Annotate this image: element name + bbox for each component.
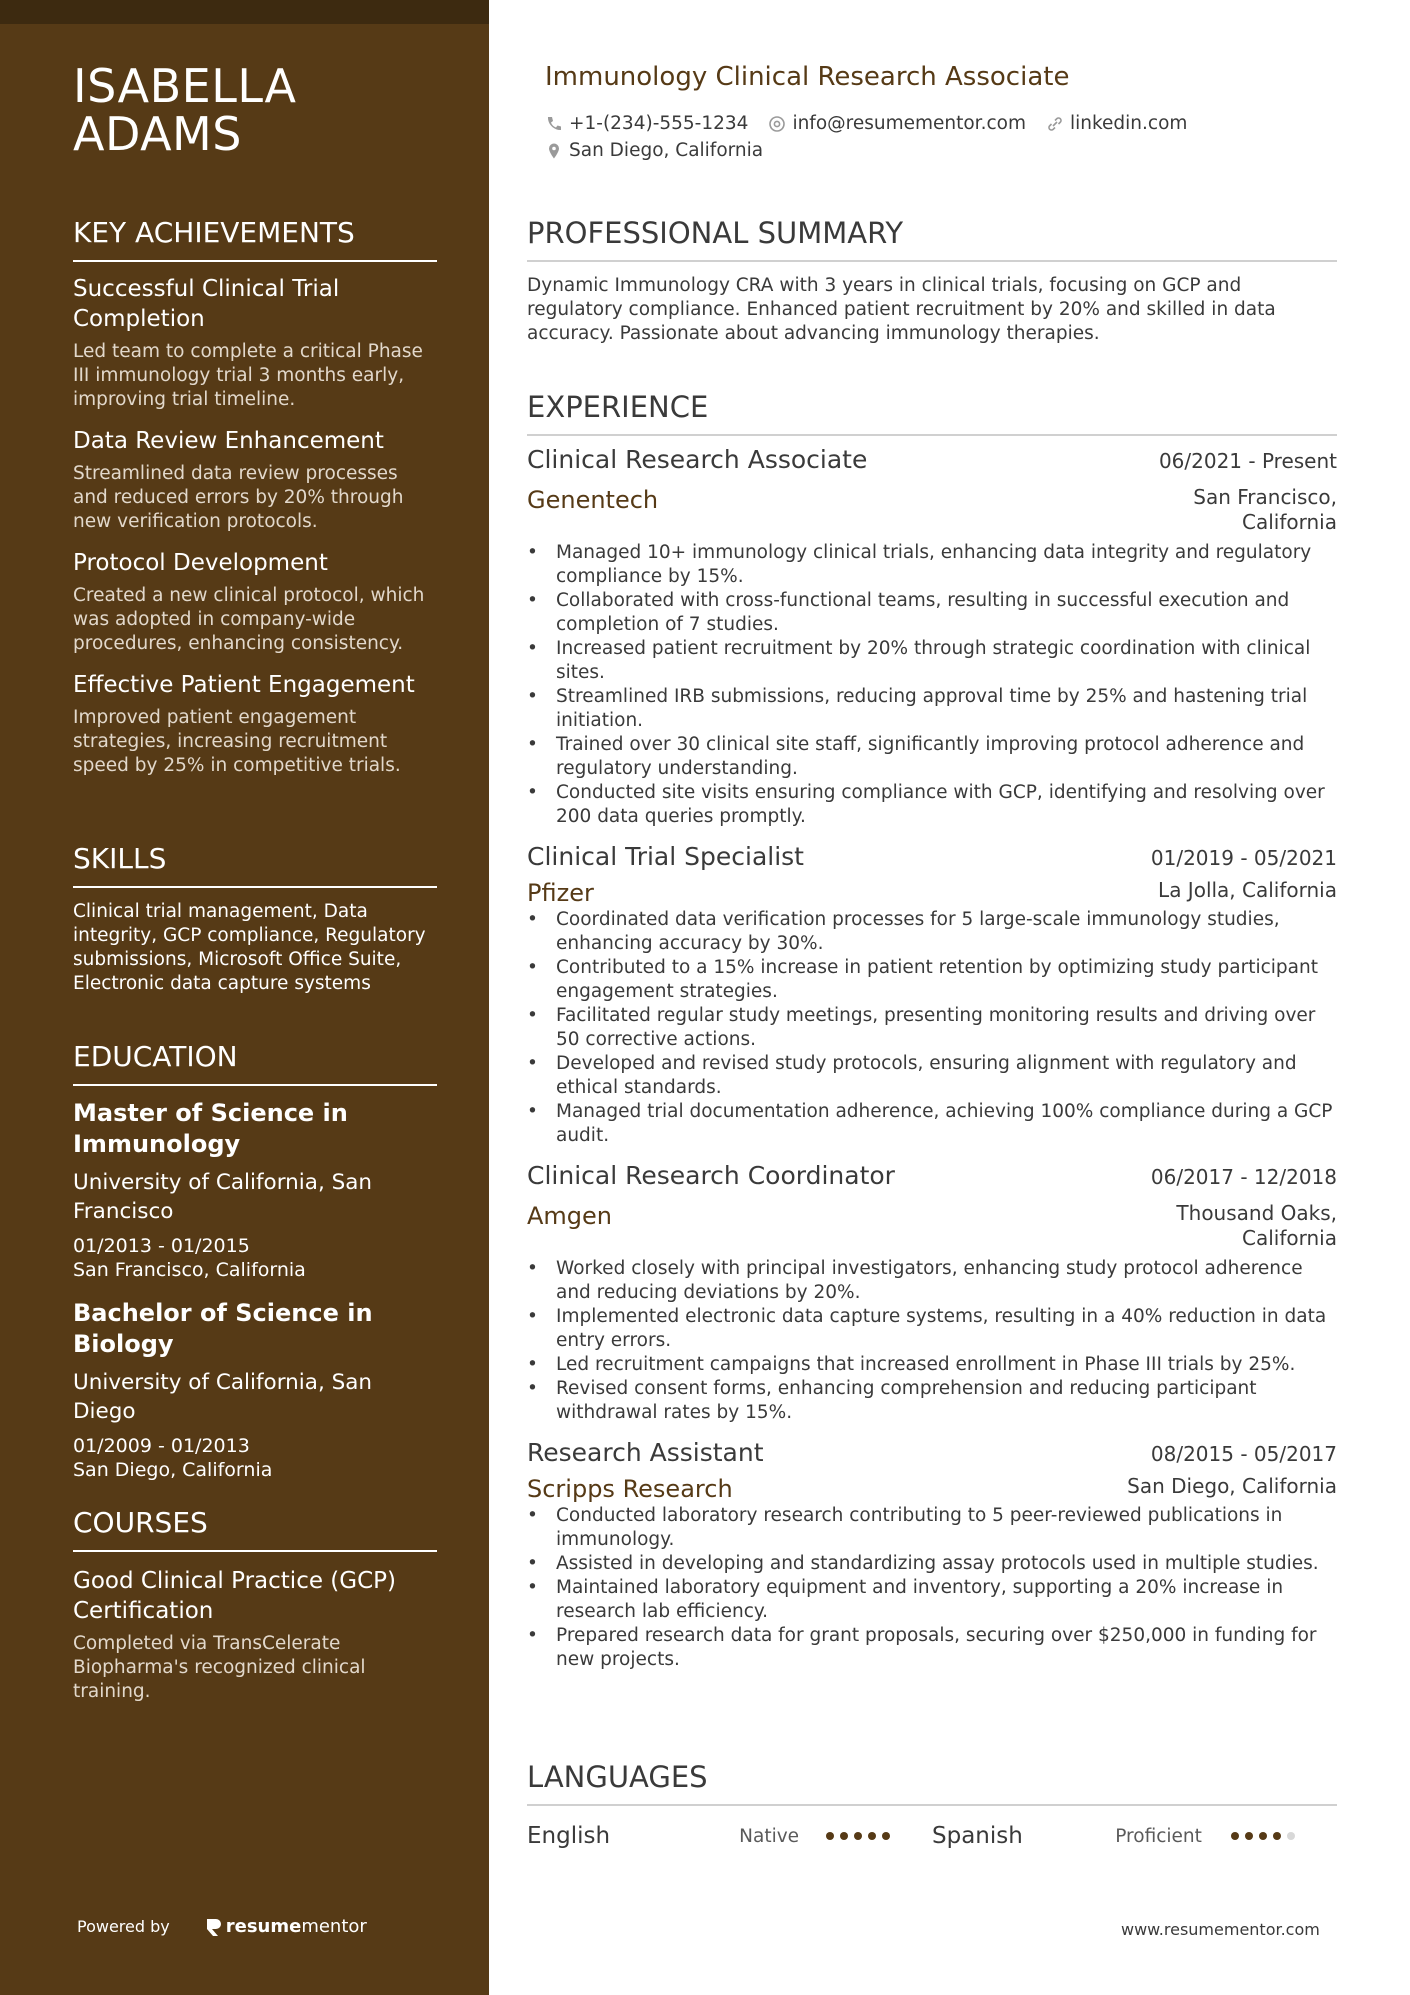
location-text: San Diego, California <box>569 140 764 161</box>
job-dates: 01/2019 - 05/2021 <box>1150 846 1337 870</box>
rating-dot-filled <box>1245 1832 1253 1840</box>
rating-dot-empty <box>1287 1832 1295 1840</box>
experience-section <box>527 390 1337 1672</box>
summary-section <box>527 216 1337 346</box>
contact-email[interactable] <box>768 113 1026 134</box>
job-location: Thousand Oaks, California <box>1176 1201 1337 1250</box>
course-item <box>73 1566 437 1704</box>
achievement-desc: Created a new clinical protocol, which was adopted in company-wide procedures, enhancing consistency. <box>73 585 425 654</box>
education-item <box>73 1298 437 1482</box>
contact-location <box>545 140 763 161</box>
language-level: Native <box>739 1825 800 1847</box>
job-location: San Diego, California <box>1127 1474 1337 1498</box>
job-bullet: • Increased patient recruitment by 20% through strategic coordination with clinical sites. <box>527 637 1337 685</box>
rating-dot-filled <box>1231 1832 1239 1840</box>
job-bullet: • Coordinated data verification processes for 5 large-scale immunology studies, enhancing accuracy by 30%. <box>527 908 1337 956</box>
job-bullet: • Collaborated with cross-functional teams, resulting in successful execution and completion of 7 studies. <box>527 589 1337 637</box>
job-entry <box>527 841 1337 1148</box>
language-level: Proficient <box>1115 1825 1202 1847</box>
achievement-item <box>73 548 437 656</box>
job-company: Amgen <box>527 1202 613 1230</box>
link-icon <box>1046 115 1064 133</box>
job-role: Clinical Trial Specialist <box>527 842 804 871</box>
achievement-title: Successful Clinical Trial Completion <box>73 276 340 332</box>
job-bullet: • Managed trial documentation adherence, achieving 100% compliance during a GCP audit. <box>527 1100 1337 1148</box>
job-bullet: • Led recruitment campaigns that increased enrollment in Phase III trials by 25%. <box>527 1353 1337 1377</box>
education-section <box>73 1040 437 1482</box>
achievement-title: Data Review Enhancement <box>73 428 384 454</box>
sidebar-top-band <box>0 0 489 24</box>
footer-url[interactable]: www.resumementor.com <box>1121 1920 1320 1939</box>
experience-heading: EXPERIENCE <box>527 390 1337 436</box>
job-bullet: • Maintained laboratory equipment and inventory, supporting a 20% increase in research lab efficiency. <box>527 1576 1337 1624</box>
rating-dot-filled <box>1259 1832 1267 1840</box>
achievement-desc: Improved patient engagement strategies, increasing recruitment speed by 25% in competitive trials. <box>73 707 401 776</box>
job-bullet: • Conducted site visits ensuring compliance with GCP, identifying and resolving over 200 data queries promptly. <box>527 781 1337 829</box>
courses-section <box>73 1506 437 1704</box>
edu-dates: 01/2009 - 01/2013 <box>73 1435 250 1457</box>
achievements-section <box>73 216 437 778</box>
job-dates: 06/2021 - Present <box>1158 449 1337 473</box>
job-location: San Francisco, California <box>1193 485 1337 534</box>
brand-bold: resume <box>225 1916 302 1937</box>
job-bullets <box>527 541 1337 829</box>
job-bullets <box>527 908 1337 1148</box>
job-entry <box>527 1437 1337 1672</box>
job-bullet: • Assisted in developing and standardizing assay protocols used in multiple studies. <box>527 1552 1337 1576</box>
language-rating <box>826 1832 932 1840</box>
job-role: Clinical Research Coordinator <box>527 1161 895 1190</box>
candidate-name: ISABELLA ADAMS <box>73 59 297 161</box>
linkedin-text: linkedin.com <box>1069 113 1188 134</box>
job-bullet: • Managed 10+ immunology clinical trials, enhancing data integrity and regulatory compliance by 15%. <box>527 541 1337 589</box>
powered-by <box>77 1916 367 1937</box>
rating-dot-filled <box>826 1832 834 1840</box>
job-dates: 08/2015 - 05/2017 <box>1150 1442 1337 1466</box>
skills-heading: SKILLS <box>73 842 437 888</box>
languages-heading: LANGUAGES <box>527 1760 1337 1806</box>
job-role: Research Assistant <box>527 1438 764 1467</box>
sidebar <box>0 0 489 1995</box>
job-entry <box>527 1160 1337 1425</box>
target-job-title: Immunology Clinical Research Associate <box>545 62 1070 92</box>
email-text: info@resumementor.com <box>792 113 1026 134</box>
job-bullet: • Streamlined IRB submissions, reducing approval time by 25% and hastening trial initiation. <box>527 685 1337 733</box>
skills-section <box>73 842 437 996</box>
contact-linkedin[interactable] <box>1046 113 1187 134</box>
edu-degree: Master of Science in Immunology <box>73 1099 348 1158</box>
rating-dot-filled <box>868 1832 876 1840</box>
achievement-item <box>73 426 437 534</box>
job-bullet: • Developed and revised study protocols, ensuring alignment with regulatory and ethical standards. <box>527 1052 1337 1100</box>
job-bullet: • Contributed to a 15% increase in patient retention by optimizing study participant engagement strategies. <box>527 956 1337 1004</box>
job-bullets <box>527 1257 1337 1425</box>
job-bullet: • Implemented electronic data capture systems, resulting in a 40% reduction in data entry errors. <box>527 1305 1337 1353</box>
rating-dot-filled <box>882 1832 890 1840</box>
achievement-item <box>73 274 437 412</box>
edu-school: University of California, San Diego <box>73 1370 373 1424</box>
courses-heading: COURSES <box>73 1506 437 1552</box>
at-sign-icon <box>768 115 786 133</box>
job-dates: 06/2017 - 12/2018 <box>1150 1165 1337 1189</box>
contact-info <box>545 110 1325 164</box>
language-rating <box>1231 1832 1337 1840</box>
summary-text: Dynamic Immunology CRA with 3 years in clinical trials, focusing on GCP and regulatory compliance. Enhanced patient recruitment by 20% and skilled in data accuracy. Passionate about advancing immunology therapies. <box>527 275 1276 344</box>
job-bullet: • Worked closely with principal investigators, enhancing study protocol adherence and reducing deviations by 20%. <box>527 1257 1337 1305</box>
job-company: Scripps Research <box>527 1475 733 1503</box>
course-title: Good Clinical Practice (GCP) Certification <box>73 1568 396 1624</box>
job-bullet: • Facilitated regular study meetings, presenting monitoring results and driving over 50 corrective actions. <box>527 1004 1337 1052</box>
job-bullet: • Conducted laboratory research contributing to 5 peer-reviewed publications in immunology. <box>527 1504 1337 1552</box>
contact-phone[interactable] <box>545 113 748 134</box>
languages-section <box>527 1760 1337 1856</box>
summary-heading: PROFESSIONAL SUMMARY <box>527 216 1337 262</box>
job-company: Genentech <box>527 486 659 514</box>
resumementor-logo-icon <box>204 1917 222 1937</box>
job-entry <box>527 444 1337 829</box>
edu-location: San Diego, California <box>73 1459 273 1481</box>
rating-dot-filled <box>840 1832 848 1840</box>
edu-degree: Bachelor of Science in Biology <box>73 1299 373 1358</box>
education-heading: EDUCATION <box>73 1040 437 1086</box>
achievement-title: Effective Patient Engagement <box>73 672 415 698</box>
location-pin-icon <box>545 142 563 160</box>
job-bullet: • Revised consent forms, enhancing comprehension and reducing participant withdrawal rates by 15%. <box>527 1377 1337 1425</box>
achievement-desc: Led team to complete a critical Phase III immunology trial 3 months early, improving trial timeline. <box>73 341 423 410</box>
achievements-heading: KEY ACHIEVEMENTS <box>73 216 437 262</box>
edu-dates: 01/2013 - 01/2015 <box>73 1235 250 1257</box>
language-name: English <box>527 1823 611 1849</box>
achievement-item <box>73 670 437 778</box>
job-location: La Jolla, California <box>1158 878 1337 902</box>
job-bullet: • Trained over 30 clinical site staff, significantly improving protocol adherence and regulatory understanding. <box>527 733 1337 781</box>
rating-dot-filled <box>1273 1832 1281 1840</box>
skills-text: Clinical trial management, Data integrity, GCP compliance, Regulatory submissions, Microsoft Office Suite, Electronic data capture systems <box>73 901 426 994</box>
job-company: Pfizer <box>527 879 594 907</box>
job-role: Clinical Research Associate <box>527 445 868 474</box>
brand-light: mentor <box>301 1916 367 1937</box>
job-bullet: • Prepared research data for grant proposals, securing over $250,000 in funding for new projects. <box>527 1624 1337 1672</box>
languages-row <box>527 1816 1337 1856</box>
course-desc: Completed via TransCelerate Biopharma's recognized clinical training. <box>73 1633 366 1702</box>
powered-by-label: Powered by <box>77 1917 170 1936</box>
job-bullets <box>527 1504 1337 1672</box>
brand-logo[interactable] <box>204 1916 367 1937</box>
edu-school: University of California, San Francisco <box>73 1170 373 1224</box>
achievement-title: Protocol Development <box>73 550 328 576</box>
achievement-desc: Streamlined data review processes and reduced errors by 20% through new verification protocols. <box>73 463 404 532</box>
edu-location: San Francisco, California <box>73 1259 306 1281</box>
rating-dot-filled <box>854 1832 862 1840</box>
language-name: Spanish <box>932 1823 1023 1849</box>
education-item <box>73 1098 437 1282</box>
phone-icon <box>545 115 563 133</box>
phone-text: +1-(234)-555-1234 <box>569 113 749 134</box>
